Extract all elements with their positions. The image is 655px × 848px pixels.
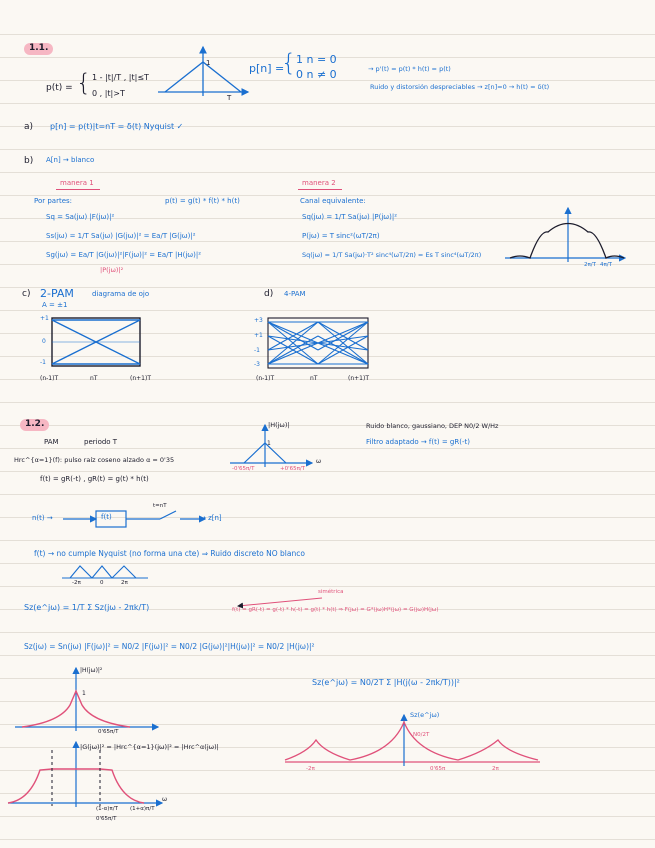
d-y-tick-3: -1: [254, 347, 260, 354]
manera-1-title: manera 1: [60, 179, 94, 187]
chain-output: → z[n]: [200, 514, 222, 522]
item-a-eq: p[n] = p(t)|t=nT = δ(t) Nyquist ✓: [50, 122, 184, 131]
filter-chain: [63, 511, 205, 527]
d-x-tick-1: (n-1)T: [256, 375, 275, 382]
h2-plot-peak: 1: [82, 690, 86, 697]
section-badge-1-2: 1.2.: [20, 419, 49, 431]
manera-1-line-2: Ss(jω) = 1/T Sa(jω) |G(jω)|² = Ea/T |G(jω)|²: [46, 232, 196, 240]
pam-label: PAM: [44, 438, 59, 446]
manera-1-line-3-sub: |P(jω)|²: [100, 266, 124, 274]
h-magnitude-plot: [230, 425, 312, 467]
pt-brace: {: [76, 69, 92, 97]
sz-ejw-sum-eq: Sz(e^jω) = N0/2T Σ |H(j(ω - 2πk/T))|²: [312, 678, 460, 687]
h2-plot-tick: 0'65π/T: [98, 729, 119, 735]
h-plot-tick-2: +0'65π/T: [280, 466, 306, 472]
g2-plot: [8, 742, 162, 807]
triangle-pulse-plot: [158, 47, 248, 96]
arrow-note-1: → p'(t) = p(t) * h(t) = p(t): [368, 65, 451, 73]
sz-jw-eq: Sz(jω) = Sn(jω) |F(jω)|² = N0/2 |F(jω)|² = N0/2 |G(jω)|²|H(jω)|² = N0/2 |H(jω)|²: [24, 642, 315, 651]
item-c-label: c): [22, 289, 31, 299]
item-c-amplitude: A = ±1: [42, 301, 68, 309]
c-y-tick-1: +1: [40, 315, 49, 322]
por-partes: Por partes:: [34, 197, 73, 205]
manera-2-underline: [298, 189, 342, 190]
manera-1-line-1: Sq = Sa(jω) |F(jω)|²: [46, 213, 115, 221]
manera-1-underline: [56, 189, 100, 190]
sinc-tick-2: 4π/T: [600, 262, 613, 268]
manera-1-line-3: Sg(jω) = Ea/T |G(jω)|²|F(jω)|² = Ea/T |H(jω)|²: [46, 251, 202, 259]
c-x-tick-2: nT: [90, 375, 98, 382]
chain-filter-box: f(t): [101, 513, 112, 521]
eye-diagram-2pam: [52, 318, 140, 366]
pt-case-1: 1 - |t|/T , |t|≤T: [92, 73, 149, 82]
g2-tick-4: ω: [162, 796, 168, 803]
sz-ejw-eq: Sz(e^jω) = 1/T Σ Sz(jω - 2πk/T): [24, 603, 150, 612]
sinc4-plot: [505, 208, 625, 262]
g2-tick-3: 0'65π/T: [96, 816, 117, 822]
item-c-subtitle: diagrama de ojo: [92, 290, 150, 298]
d-x-tick-3: (n+1)T: [348, 375, 369, 382]
sz-plot-label: Sz(e^jω): [410, 711, 440, 719]
pn-case-1: 1 n = 0: [296, 53, 337, 66]
tri-tick-2: 0: [100, 580, 104, 586]
pn-brace: {: [281, 49, 297, 77]
nyquist-note: f(t) → no cumple Nyquist (no forma una cte) ⇒ Ruido discreto NO blanco: [34, 549, 305, 558]
g2-tick-1: (1-α)π/T: [96, 806, 118, 812]
d-y-tick-4: -3: [254, 361, 260, 368]
por-partes-eq: p(t) = g(t) * f(t) * h(t): [165, 197, 240, 205]
d-y-tick-1: +3: [254, 317, 263, 324]
pn-case-2: 0 n ≠ 0: [296, 68, 337, 81]
manera-2-line-3: Sq(jω) = 1/T Sa(jω)·T² sinc⁴(ωT/2π) = Es T sinc⁴(ωT/2π): [302, 251, 482, 259]
sinc-tick-1: 2π/T: [584, 262, 597, 268]
pt-lhs: p(t) =: [46, 83, 73, 93]
sz-plot-tick-1: -2π: [306, 766, 315, 772]
eye-diagram-4pam: [268, 318, 368, 368]
simetrica-note: simétrica: [318, 589, 344, 595]
periodic-triangles: [62, 566, 148, 578]
d-x-tick-2: nT: [310, 375, 318, 382]
sz-periodic-plot: [285, 715, 540, 766]
h2-plot-label: |H(jω)|²: [80, 667, 103, 674]
g2-plot-label: |G(jω)|² = |Hrc^{α=1}(jω)|² = |Hrc^α(jω)|: [80, 743, 219, 751]
simetrica-arrow: [238, 598, 322, 606]
tri-T-label: T: [227, 94, 232, 102]
chain-sample-label: t=nT: [153, 503, 167, 509]
h-plot-label: |H(jω)|: [268, 421, 290, 429]
periodo-label: periodo T: [84, 438, 118, 446]
manera-2-line-1: Sq(jω) = 1/T Sa(jω) |P(jω)|²: [302, 213, 398, 221]
sz-plot-tick-2: 0'65π: [430, 766, 446, 772]
sinc4-curve: [510, 224, 624, 259]
ruido-note: Ruido blanco, gaussiano, DEP N0/2 W/Hz: [366, 422, 499, 430]
ft-chain-eq: f(t) = gR(-t) = g(-t) * h(-t) = g(t) * h(t) ⇒ F(jω) = G*(jω)H*(jω) = G(jω)H(jω): [232, 607, 439, 613]
h2-plot: [15, 668, 158, 731]
item-c-title: 2-PAM: [40, 287, 74, 300]
pt-case-2: 0 , |t|>T: [92, 89, 125, 98]
canal-equivalente: Canal equivalente:: [300, 197, 366, 205]
filtro-adaptado: Filtro adaptado → f(t) = gR(-t): [366, 438, 470, 446]
tri-peak-label: 1: [206, 59, 211, 67]
item-d-title: 4-PAM: [284, 290, 306, 298]
item-b-eq: A[n] → blanco: [46, 156, 95, 164]
pn-lhs: p[n] =: [249, 62, 285, 75]
hrc-definition: Hrc^{α=1}(f): pulso raíz coseno alzado α = 0'35: [14, 456, 175, 464]
tri-tick-3: 2π: [121, 580, 128, 586]
manera-2-title: manera 2: [302, 179, 336, 187]
sz-plot-peak: N0/2T: [413, 732, 430, 738]
c-x-tick-3: (n+1)T: [130, 375, 151, 382]
item-b-label: b): [24, 156, 34, 166]
d-y-tick-2: +1: [254, 332, 263, 339]
ft-definition: f(t) = gR(-t) , gR(t) = g(t) * h(t): [40, 475, 149, 483]
c-y-tick-2: 0: [42, 338, 46, 345]
manera-2-line-2: P(jω) = T sinc²(ωT/2π): [302, 232, 380, 240]
h-plot-tick-1: -0'65π/T: [232, 466, 255, 472]
item-d-label: d): [264, 289, 274, 299]
arrow-note-2: Ruido y distorsión despreciables → z[n]=0 → h(t) = δ(t): [370, 83, 550, 91]
g2-tick-2: (1+α)π/T: [130, 806, 155, 812]
c-y-tick-3: -1: [40, 359, 46, 366]
section-badge-1-1: 1.1.: [24, 43, 53, 55]
h-plot-peak: 1: [267, 440, 271, 447]
sz-plot-tick-3: 2π: [492, 766, 499, 772]
h-plot-tick-3: ω: [316, 458, 322, 465]
chain-input: n(t) →: [32, 514, 53, 522]
tri-tick-1: -2π: [72, 580, 81, 586]
sz-periodic-curve: [285, 722, 538, 760]
c-x-tick-1: (n-1)T: [40, 375, 59, 382]
item-a-label: a): [24, 122, 34, 132]
